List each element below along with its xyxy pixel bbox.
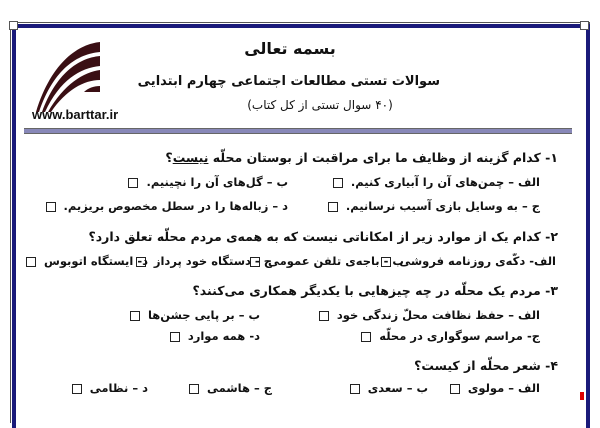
option-letter: الف-: [529, 254, 556, 268]
option-letter: الف –: [508, 175, 540, 189]
option-letter: ج -: [254, 254, 272, 268]
option-letter: ج –: [521, 199, 540, 213]
option-letter: ج-: [526, 329, 540, 343]
checkbox-icon[interactable]: [189, 384, 199, 394]
option-letter: د-: [249, 329, 260, 343]
option-text: گل‌های آن را نچینیم.: [146, 175, 263, 189]
option-text: به وسایل بازی آسیب نرسانیم.: [345, 199, 518, 213]
checkbox-icon[interactable]: [72, 384, 82, 394]
option-text: همه موارد: [187, 329, 246, 343]
option-4b[interactable]: [350, 381, 428, 395]
question-number: ۴-: [545, 358, 558, 373]
option-3c[interactable]: [361, 329, 540, 343]
corner-ornament-left: [9, 21, 18, 30]
question-number: ۱-: [545, 150, 558, 165]
option-text: مولوی: [467, 381, 505, 395]
option-1a[interactable]: [333, 175, 540, 189]
question-number: ۲-: [545, 229, 558, 244]
checkbox-icon[interactable]: [170, 332, 180, 342]
option-1c[interactable]: [328, 199, 540, 213]
checkbox-icon[interactable]: [450, 384, 460, 394]
option-letter: د –: [272, 199, 288, 213]
question-number: ۳-: [545, 283, 558, 298]
option-letter: د-: [137, 254, 148, 268]
question-3: [193, 283, 558, 298]
page-title: بسمه تعالی: [244, 39, 336, 58]
checkbox-icon[interactable]: [328, 202, 338, 212]
option-4c[interactable]: [189, 381, 272, 395]
option-letter: ب –: [266, 175, 288, 189]
option-1b[interactable]: [128, 175, 288, 189]
option-text: حفظ نظافت محلّ زندگی خود: [336, 308, 505, 322]
option-text: نظامی: [89, 381, 129, 395]
option-text: هاشمی: [206, 381, 250, 395]
corner-ornament-right: [580, 21, 589, 30]
question-1: [165, 150, 558, 165]
option-text: دستگاه خود پرداز: [153, 254, 251, 268]
checkbox-icon[interactable]: [128, 178, 138, 188]
checkbox-icon[interactable]: [130, 311, 140, 321]
logo-url: www.barttar.ir: [32, 107, 119, 122]
question-4: [414, 358, 558, 373]
question-text: کدام یک از موارد زیر از امکاناتی نیست که به همه‌ی مردم محلّه تعلق دارد؟: [88, 229, 541, 244]
question-emphasis: نیست: [172, 150, 209, 165]
option-text: مراسم سوگواری در محلّه: [379, 329, 523, 343]
checkbox-icon[interactable]: [350, 384, 360, 394]
question-text: کدام گزینه از وظایف ما برای مراقبت از بوستان محلّه: [212, 150, 541, 165]
question-text: مردم یک محلّه در چه چیزهایی با یکدیگر همکاری می‌کنند؟: [192, 283, 541, 298]
question-mark: ؟: [165, 150, 173, 165]
option-text: بر پایی جشن‌ها: [147, 308, 235, 322]
option-4d[interactable]: [72, 381, 148, 395]
barttar-logo-icon: [30, 38, 102, 113]
option-text: چمن‌های آن را آبیاری کنیم.: [350, 175, 505, 189]
checkbox-icon[interactable]: [333, 178, 343, 188]
option-letter: ج –: [253, 381, 272, 395]
option-4a[interactable]: [450, 381, 540, 395]
option-2a[interactable]: [381, 254, 556, 268]
option-text: سعدی: [367, 381, 403, 395]
exam-title: سوالات تستی مطالعات اجتماعی چهارم ابتدایی: [137, 74, 440, 89]
question-text: شعر محلّه از کیست؟: [414, 358, 541, 373]
option-text: دکّه‌ی روزنامه فروشی: [399, 254, 526, 268]
option-3b[interactable]: [130, 308, 260, 322]
checkbox-icon[interactable]: [361, 332, 371, 342]
option-2c[interactable]: [136, 254, 272, 268]
option-3a[interactable]: [319, 308, 540, 322]
option-2d[interactable]: [26, 254, 148, 268]
option-letter: ب –: [406, 381, 428, 395]
option-text: زباله‌ها را در سطل مخصوص بریزیم.: [63, 199, 269, 213]
option-text: ایستگاه اتوبوس: [43, 254, 134, 268]
checkbox-icon[interactable]: [319, 311, 329, 321]
option-2b[interactable]: [250, 254, 404, 268]
red-mark: [580, 392, 584, 400]
option-letter: الف –: [508, 381, 540, 395]
checkbox-icon[interactable]: [46, 202, 56, 212]
option-letter: ب –: [238, 308, 260, 322]
option-1d[interactable]: [46, 199, 288, 213]
option-letter: د –: [132, 381, 148, 395]
header-divider: [24, 128, 572, 134]
checkbox-icon[interactable]: [26, 257, 36, 267]
question-2: [88, 229, 558, 244]
option-letter: ب -: [383, 254, 404, 268]
option-3d[interactable]: [170, 329, 260, 343]
exam-subtitle: (۴۰ سوال تستی از کل کتاب): [247, 98, 393, 112]
option-text: باجه‌ی تلفن عمومی: [268, 254, 380, 268]
option-letter: الف –: [508, 308, 540, 322]
